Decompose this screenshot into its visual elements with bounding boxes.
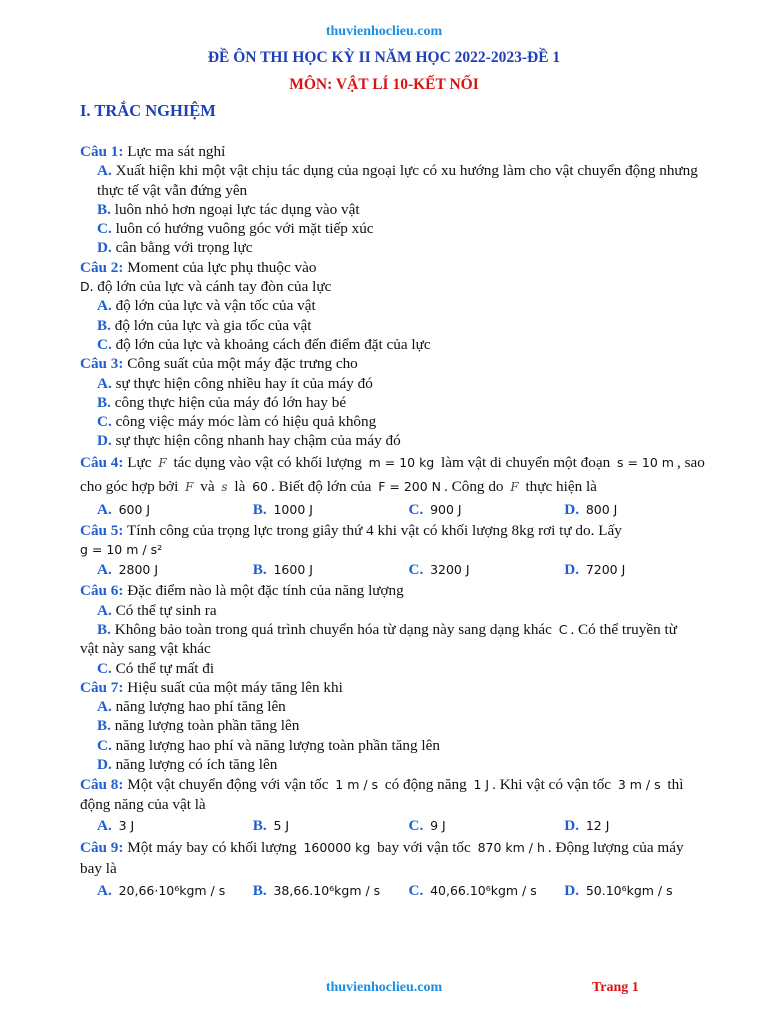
- option-text: 20,66·10⁶kgm / s: [118, 882, 226, 898]
- question-text: . Công do: [444, 477, 508, 495]
- question-5: [80, 521, 720, 540]
- velocity-value: 3 m / s: [617, 777, 661, 793]
- option-text: . Có thể truyền từ: [570, 620, 677, 638]
- question-text: bay là: [80, 859, 117, 877]
- question-label: Câu 7:: [80, 678, 124, 696]
- question-text: tác dụng vào vật có khối lượng: [169, 453, 366, 471]
- option-label: B.: [252, 500, 267, 518]
- question-text: bay với vận tốc: [373, 838, 475, 856]
- force-value: F = 200 N: [378, 478, 442, 494]
- mass-value: m = 10 kg: [368, 454, 435, 470]
- question-text: động năng của vật là: [80, 796, 206, 814]
- option-label: D.: [97, 432, 112, 450]
- option-a: [80, 161, 720, 200]
- question-text: thực hiện là: [521, 477, 597, 495]
- option-label: C.: [97, 736, 112, 754]
- option-d: [80, 277, 720, 296]
- option-text: Có thể tự sinh ra: [111, 601, 217, 619]
- question-label: Câu 2:: [80, 258, 124, 276]
- option-b: [80, 620, 720, 639]
- option-label: A.: [97, 601, 112, 619]
- option-c-inline-label: C: [558, 621, 568, 637]
- option-b: [80, 316, 720, 335]
- option-label: A.: [97, 162, 112, 180]
- option-text: 12 J: [585, 817, 610, 833]
- question-8-cont: [80, 795, 720, 814]
- option-label: C.: [408, 816, 424, 834]
- option-label: D.: [564, 561, 580, 579]
- question-text: cho góc hợp bởi: [80, 477, 183, 495]
- exam-subtitle: MÔN: VẬT LÍ 10-KẾT NỐI: [289, 76, 479, 93]
- question-text: và: [196, 477, 219, 495]
- exam-title: ĐỀ ÔN THI HỌC KỲ II NĂM HỌC 2022-2023-ĐỀ 1: [207, 49, 561, 66]
- option-a: [80, 374, 720, 393]
- option-text: 3200 J: [430, 562, 470, 578]
- velocity-value: 870 km / h: [477, 839, 545, 855]
- option-text: công việc máy móc làm có hiệu quả không: [111, 413, 377, 431]
- question-9: [80, 837, 720, 859]
- option-label: B.: [97, 717, 111, 735]
- question-stem: Công suất của một máy đặc trưng cho: [123, 355, 358, 373]
- option-text: 900 J: [430, 501, 462, 517]
- question-8: [80, 774, 720, 795]
- option-text: vật này sang vật khác: [80, 640, 211, 658]
- option-label: A.: [97, 500, 112, 518]
- question-text: . Biết độ lớn của: [271, 477, 376, 495]
- option-d: [564, 815, 720, 837]
- option-label: B.: [97, 316, 111, 334]
- option-text: 5 J: [273, 817, 290, 833]
- option-a: [97, 815, 253, 837]
- option-text: sự thực hiện công nhiều hay ít của máy đó: [111, 374, 373, 392]
- option-text: năng lượng có ích tăng lên: [111, 756, 278, 774]
- options-row: [80, 878, 720, 904]
- footer-site[interactable]: thuvienhoclieu.com: [325, 980, 443, 995]
- force-vector: F: [158, 455, 167, 470]
- question-text: thì: [663, 776, 684, 794]
- option-text: 3 J: [118, 817, 135, 833]
- option-label: D.: [564, 816, 580, 834]
- option-label: B.: [252, 816, 267, 834]
- question-stem: Moment của lực phụ thuộc vào: [123, 258, 317, 276]
- option-label: D.: [97, 239, 112, 257]
- angle-value: 60: [252, 478, 269, 494]
- option-label: C.: [97, 413, 112, 431]
- displacement-vector: s: [221, 479, 228, 494]
- option-label: A.: [97, 297, 112, 315]
- option-d: [80, 431, 720, 450]
- options-row: [80, 499, 720, 521]
- option-text: 38,66.10⁶kgm / s: [273, 882, 381, 898]
- option-label: D: [80, 279, 90, 295]
- question-stem: Tính công của trọng lực trong giây thứ 4 khi vật có khối lượng 8kg rơi tự do. Lấy: [123, 521, 622, 539]
- option-c: [80, 219, 720, 238]
- header-site[interactable]: thuvienhoclieu.com: [325, 24, 443, 39]
- option-a: [97, 878, 253, 904]
- option-label: A.: [97, 374, 112, 392]
- option-text: 50.10⁶kgm / s: [585, 882, 673, 898]
- option-text: sự thực hiện công nhanh hay chậm của máy đó: [111, 432, 401, 450]
- question-4-cont: [80, 475, 720, 499]
- option-b: [253, 878, 409, 904]
- option-text: độ lớn của lực và gia tốc của vật: [110, 316, 312, 334]
- option-label: B.: [97, 200, 111, 218]
- option-text: năng lượng hao phí và năng lượng toàn phần tăng lên: [111, 736, 440, 754]
- option-text: năng lượng toàn phần tăng lên: [110, 717, 300, 735]
- question-label: Câu 3:: [80, 355, 124, 373]
- option-d: [564, 499, 720, 521]
- option-c: [409, 878, 565, 904]
- option-label: A.: [97, 698, 112, 716]
- mass-value: 160000 kg: [303, 839, 371, 855]
- gravity-line: [80, 540, 720, 559]
- question-label: Câu 6:: [80, 582, 124, 600]
- option-d: [564, 878, 720, 904]
- option-b: [253, 499, 409, 521]
- question-label: Câu 8:: [80, 776, 124, 794]
- option-text: luôn có hướng vuông góc với mặt tiếp xúc: [111, 220, 374, 238]
- option-label: C.: [408, 500, 424, 518]
- option-a: [97, 499, 253, 521]
- question-text: Một máy bay có khối lượng: [123, 838, 301, 856]
- question-3: [80, 354, 720, 373]
- gravity-value: g = 10 m / s²: [80, 542, 163, 558]
- question-1: [80, 142, 720, 161]
- question-text: Lực: [123, 453, 156, 471]
- option-a: [80, 601, 720, 620]
- question-stem: Hiệu suất của một máy tăng lên khi: [123, 678, 343, 696]
- option-text: năng lượng hao phí tăng lên: [111, 698, 286, 716]
- question-stem: Lực ma sát nghỉ: [123, 143, 226, 160]
- question-text: . Động lượng của máy: [547, 838, 684, 856]
- option-c: [409, 559, 565, 581]
- options-row: [80, 559, 720, 581]
- question-text: Một vật chuyển động với vận tốc: [123, 776, 333, 794]
- option-label: C.: [97, 335, 112, 353]
- question-text: là: [230, 477, 250, 495]
- distance-value: s = 10 m: [616, 454, 674, 470]
- option-label: D.: [564, 881, 580, 899]
- option-text: Không bảo toàn trong quá trình chuyển hóa từ dạng này sang dạng khác: [110, 620, 556, 638]
- option-text: 1000 J: [273, 501, 313, 517]
- option-c: [409, 815, 565, 837]
- option-label: D.: [97, 756, 112, 774]
- question-text: , sao: [676, 453, 705, 471]
- option-text: luôn nhỏ hơn ngoại lực tác dụng vào vật: [110, 200, 360, 218]
- option-text: 800 J: [585, 501, 618, 517]
- option-text: 9 J: [430, 817, 446, 833]
- option-text: Có thể tự mất đi: [111, 659, 215, 677]
- option-text: 2800 J: [118, 562, 159, 578]
- option-text: 40,66.10⁶kgm / s: [430, 882, 537, 898]
- option-c: [80, 335, 720, 354]
- option-text: độ lớn của lực và vận tốc của vật: [111, 297, 316, 315]
- energy-value: 1 J: [473, 777, 490, 793]
- option-label: B.: [97, 393, 111, 411]
- question-label: Câu 5:: [80, 521, 124, 539]
- option-label: A.: [97, 561, 112, 579]
- option-label: C.: [408, 561, 424, 579]
- option-label: C.: [97, 659, 112, 677]
- option-label: D.: [564, 500, 580, 518]
- option-d: [564, 559, 720, 581]
- question-6: [80, 581, 720, 600]
- question-label: Câu 1:: [80, 143, 124, 160]
- option-c: [80, 736, 720, 755]
- question-2: [80, 258, 720, 277]
- question-label: Câu 4:: [80, 453, 124, 471]
- option-b: [253, 815, 409, 837]
- option-text: 7200 J: [585, 562, 626, 578]
- option-label: A.: [97, 816, 112, 834]
- question-text: có động năng: [381, 776, 471, 794]
- question-list: [80, 142, 720, 904]
- option-label: C.: [97, 220, 112, 238]
- option-c: [409, 499, 565, 521]
- option-b: [80, 200, 720, 219]
- option-label: B.: [97, 620, 111, 638]
- option-b: [80, 393, 720, 412]
- option-b: [253, 559, 409, 581]
- force-vector: F: [185, 479, 194, 494]
- option-b: [80, 716, 720, 735]
- option-a: [97, 559, 253, 581]
- option-text: 600 J: [118, 501, 151, 517]
- question-9-cont: [80, 859, 720, 878]
- option-label: B.: [252, 561, 267, 579]
- option-text: công thực hiện của máy đó lớn hay bé: [110, 393, 347, 411]
- option-b-cont: [80, 639, 720, 658]
- force-vector: F: [510, 479, 519, 494]
- option-text: độ lớn của lực và khoảng cách đến điểm đặt của lực: [111, 335, 431, 353]
- question-7: [80, 678, 720, 697]
- option-c: [80, 412, 720, 431]
- question-text: làm vật di chuyển một đoạn: [437, 453, 614, 471]
- options-row: [80, 815, 720, 837]
- option-label: B.: [252, 881, 267, 899]
- question-stem: Đặc điểm nào là một đặc tính của năng lượng: [123, 582, 404, 600]
- option-a: [80, 296, 720, 315]
- option-c: [80, 659, 720, 678]
- page-number: Trang 1: [592, 980, 639, 995]
- option-text: cân bằng với trọng lực: [111, 239, 253, 257]
- section-heading: I. TRẮC NGHIỆM: [80, 101, 216, 120]
- option-label: C.: [408, 881, 424, 899]
- option-d: [80, 238, 720, 257]
- option-a: [80, 697, 720, 716]
- velocity-value: 1 m / s: [335, 777, 379, 793]
- option-text: Xuất hiện khi một vật chịu tác dụng của ngoại lực có xu hướng làm cho vật chuyển động nhưng thực tế vật vẫn đứng yên: [97, 162, 698, 199]
- option-text: 1600 J: [273, 562, 313, 578]
- question-label: Câu 9:: [80, 838, 124, 856]
- question-text: . Khi vật có vận tốc: [492, 776, 615, 794]
- option-text: . độ lớn của lực và cánh tay đòn của lực: [89, 278, 332, 296]
- option-label: A.: [97, 881, 112, 899]
- option-d: [80, 755, 720, 774]
- question-4: [80, 451, 720, 475]
